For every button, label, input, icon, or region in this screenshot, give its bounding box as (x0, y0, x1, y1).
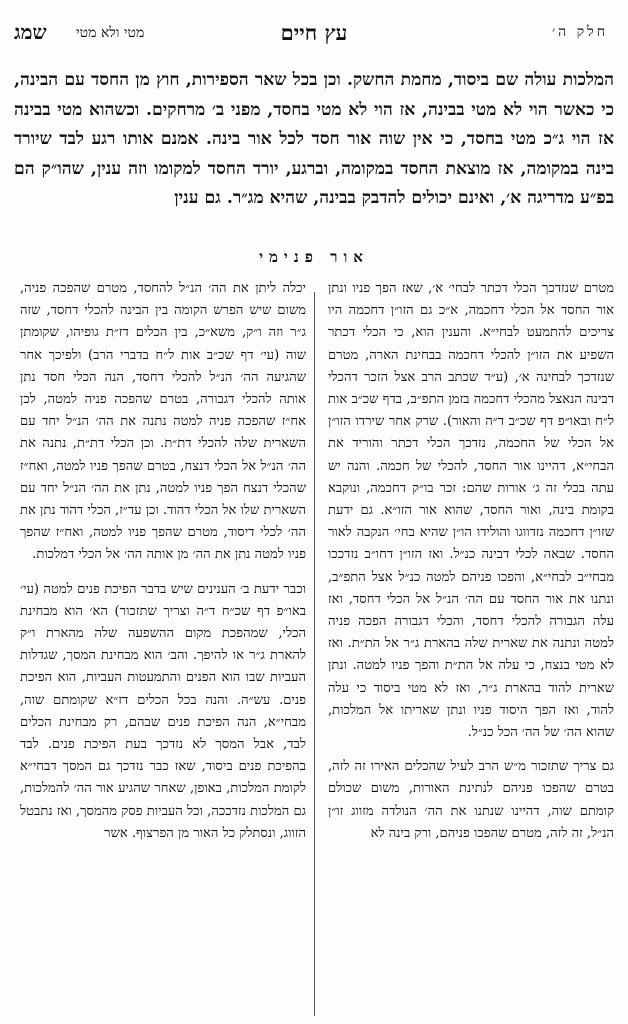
column-divider (314, 292, 315, 1016)
paragraph: וכבר ידעת ב׳ הענינים שיש בדבר הפיכת פנים למטה (עי׳ באו״פ דף שכ״ח ד״ה וצריך שתזכור) הא׳ הוא מבחינת הכלי, שמהפכת מקום ההשפעה שלה מהארת ו״ק להארת ג״ר או להיפך. והב׳ הוא מבחינת המסך, שגדלות העביות שבו הוא הפנים והתמעטות העביות, הוא הפיכת פנים. עש״ה. והנה בכל הכלים דז״א שקומתם שוה, מבחי״א, הנה הפיכת פנים שבהם, רק מבחינת הכלים לבד, אבל המסך לא נזדכך בעת הפיכת פנים. לבד בהפיכת פנים ביסוד, שאז כבר נזדכך גם המסך דבחי״א לקומת המלכות, באופן, שאחר שהגיע אור הה׳ להמלכות, גם המלכות נזדככה, וכל העביות פסק מהמסך, ואז נתבטל הזווג, ונסתלק כל האור מן הפרצוף. אשר (20, 581, 306, 841)
main-text: המלכות עולה שם ביסוד, מחמת החשק. וכן בכל שאר הספירות, חוץ מן החסד עם הבינה, כי כאשר הוי לא מטי בבינה, אז הוי לא מטי בחסד, מפני ב׳ מרחקים. וכשהוא מטי בבינה אז הוי ג״כ מטי בחסד, כי אין שוה אור חסד לכל אור בינה. אמנם אותו רגע לבד שיורד בינה במקומה, אז מוצאת החסד במקומה, וברגע, יורד החסד למקומו וזה ענין, שהו״ק הם בפ״ע מדריגה א׳, ואינם יכולים להדבק בבינה, שהיא מג״ר. גם ענין (14, 70, 614, 209)
section-label: חלק ה׳ (551, 24, 608, 40)
running-header (14, 20, 614, 54)
book-title: עץ חיים (280, 20, 348, 45)
page-number: שמג (14, 20, 47, 44)
paragraph: יכלה ליתן את הה׳ הנ״ל להחסד, מטרם שהפכה פניה, משום שיש הפרש הקומה בין הבינה להכלי דחסד, שזה ג״ר וזה ו״ק, משא״כ, בין הכלים דז״ת גופיהו, שקומתן שוה (עי׳ דף שכ״ב אות ל״ח בדברי הרב) ולפיכך אחר שהגיעה הה׳ הנ״ל להכלי דחסד, הנה הכלי חסד נתן אותה להכלי דגבורה, בטרם שהפכה פניה למטה, לכן אח״ז שהפכה פניה למטה נתנה את הה׳ הנ״ל יחד עם השארית שלה להכלי דת״ת. וכן הכלי דת״ת, נתנה את הה׳ הנ״ל אל הכלי דנצח, בטרם שהפך פניו למטה, ואח״ז שהכלי דנצח הפך פניו למטה, נתן את הה׳ הנ״ל יחד עם השארית שלו אל הכלי דהוד. וכן עד״ז, הכלי דהוד נתן את הה׳ לכלי דיסוד, מטרם שהפך פניו למטה, ואח״ז שהפך פניו למטה נתן את הה׳ מן אותה הה׳ אל הכלי דמלכות. (20, 281, 306, 563)
paragraph: גם צריך שתזכור מ״ש הרב לעיל שהכלים האירו זה לזה, בטרם שהפכו פניהם לנתינת האורות, משום שכולם קומתם שוה, דהיינו שנתנו את הה׳ הנולדה מזווג זו״ן הנ״ל, זה לזה, מטרם שהפכו פניהם, ורק בינה לא (328, 759, 614, 841)
commentary-title: אור פנימי (259, 248, 369, 266)
commentary-column-right (328, 278, 614, 845)
paragraph: מטרם שנזדכך הכלי דכתר לבחי׳ א׳, שאז הפך פניו ונתן אור החסד אל הכלי דחכמה, א״כ גם הזו״ן דחכמה היו צריכים להתמעט לבחי״א. והענין הוא, כי הכלי דכתר השפיע את הזו״ן להכלי דחכמה בבחינת הארה, מטרם שנזדכך לבחינה א׳, (ע״ד שכתב הרב אצל הזכר דהכלי דבינה הנאצל מהכלי דחכמה בזמן התפ״ב, בדף שכ״ב אות ל״ח ובאו״פ דף שכ״ב ד״ה והאור). שרק אחר שירדו הזו״ן אל הכלי של החכמה, נזדכך הכלי דכתר והוריד את הבחי״א, דהיינו אור החסד, להכלי של חכמה. והנה יש עתה בכלי זה ג׳ אורות שהם: זכר בו״ק דחכמה, ונוקבא בקומת בינה, ואור החסד, שהוא אור הזו״א. גם ידעת שזו״ן דחכמה נזדווגו והולידו הו״ן שהיא בחי׳ הנקבה לאור החסד. שבאה לכלי דבינה כנ״ל. ואז הזו״ן דחו״ב נזדככו מבחי״ב לבחי״א, והפכו פניהם למטה כנ״ל אצל התפ״ב, ונתנו את אור החסד עם הה׳ הנ״ל אל הכלי דחסד, ואז עלה הגבורה להכלי דחסד, והכלי דגבורה הפכה פניה למטה ונתנה את שארית שלה בהארת ג״ר אל הת״ת. ואז לא מטי בנצח, כי עלה אל הת״ת והפך פניו למטה. ונתן שארית להוד בהארת ג״ר, ואז לא מטי ביסוד כי עלה להוד, ואז הפך היסוד פניו ונתן שאריתו אל המלכות, שהוא הה׳ של הה׳ הכל כנ״ל. (328, 281, 614, 741)
commentary-column-left (20, 278, 306, 845)
chapter-subtitle: מטי ולא מטי (76, 25, 145, 41)
